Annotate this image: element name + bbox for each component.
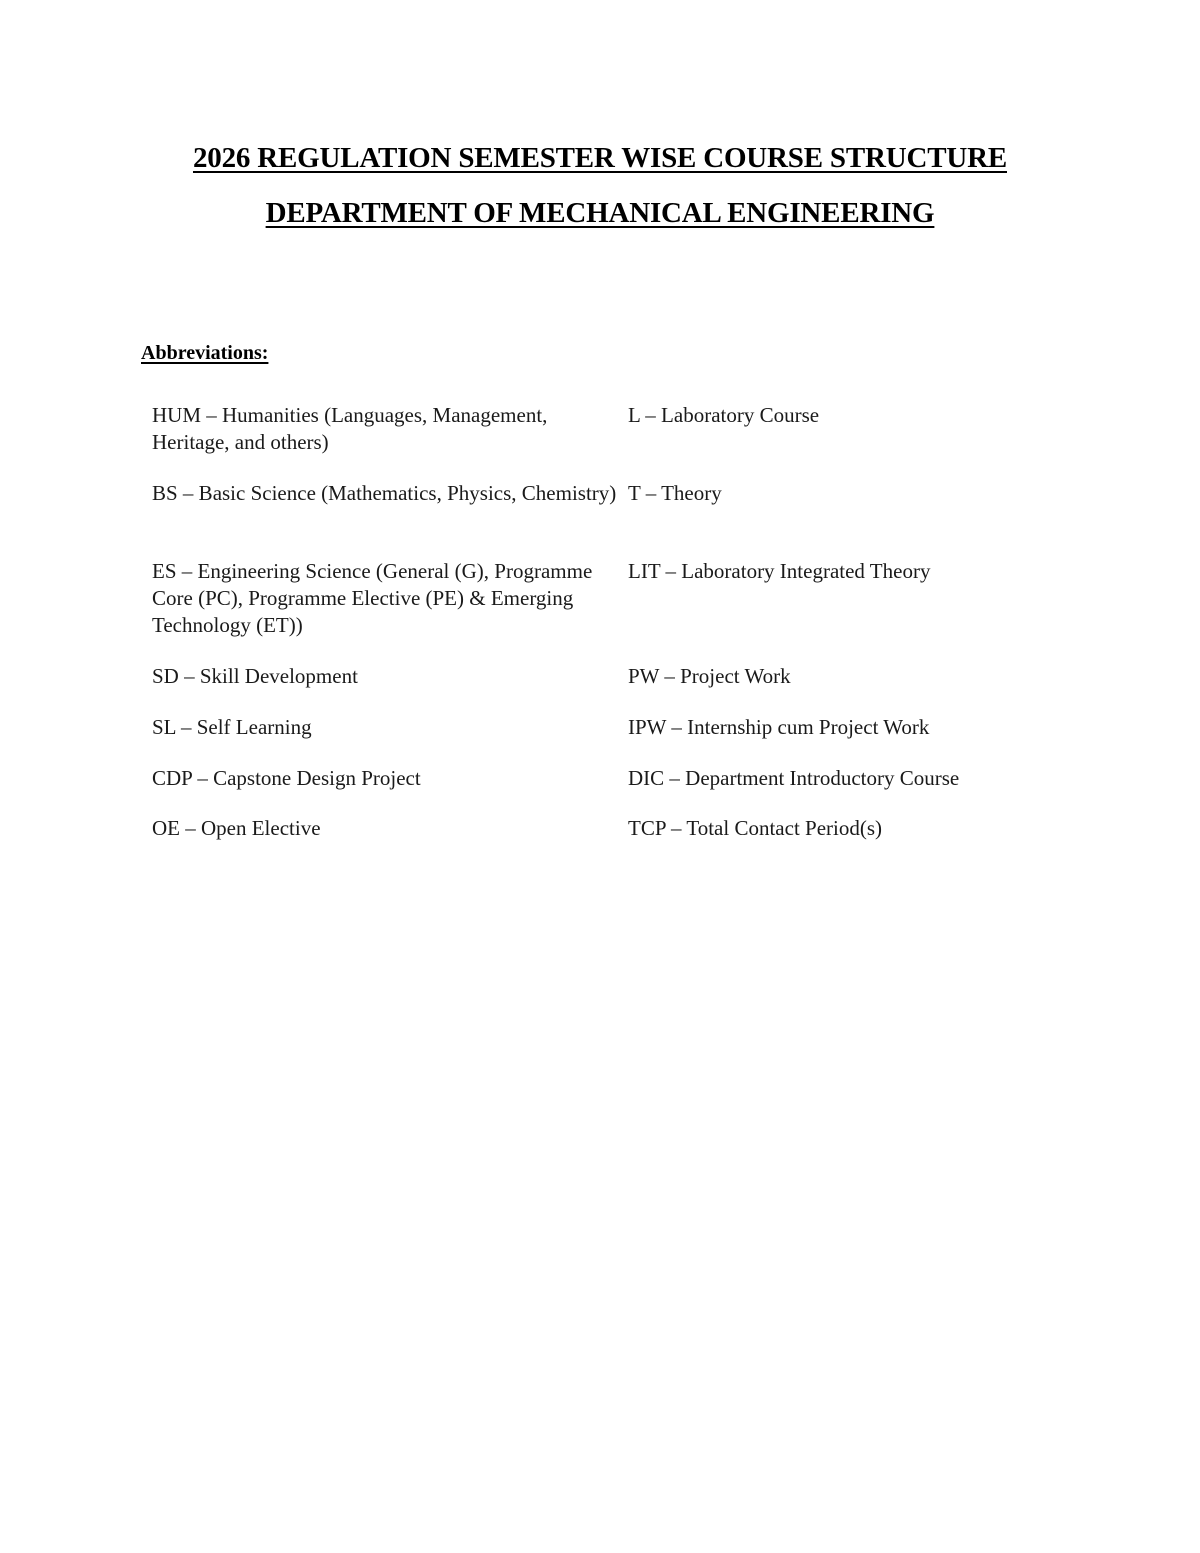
abbreviation-hum: HUM – Humanities (Languages, Management, Heritage, and others)	[152, 403, 548, 454]
department-title: DEPARTMENT OF MECHANICAL ENGINEERING	[265, 197, 935, 229]
abbreviation-sl: SL – Self Learning	[152, 715, 312, 739]
abbreviation-dic: DIC – Department Introductory Course	[628, 766, 960, 790]
abbreviation-sd: SD – Skill Development	[152, 664, 358, 688]
abbreviation-es: ES – Engineering Science (General (G), Programme Core (PC), Programme Elective (PE) & Emerging Technology (ET))	[152, 559, 593, 637]
abbreviations-heading: Abbreviations:	[141, 342, 269, 364]
abbreviation-tcp: TCP – Total Contact Period(s)	[628, 816, 883, 840]
abbreviation-row	[152, 480, 1032, 558]
abbreviation-row	[152, 558, 1032, 663]
abbreviation-t: T – Theory	[628, 481, 722, 505]
abbreviation-row	[152, 714, 1032, 765]
document-title: 2026 REGULATION SEMESTER WISE COURSE STRUCTURE	[192, 142, 1007, 174]
abbreviation-cdp: CDP – Capstone Design Project	[152, 766, 421, 790]
abbreviations-table	[152, 402, 1032, 845]
abbreviation-row	[152, 402, 1032, 480]
abbreviation-l: L – Laboratory Course	[628, 403, 820, 427]
abbreviation-bs: BS – Basic Science (Mathematics, Physics, Chemistry)	[152, 481, 617, 505]
abbreviation-oe: OE – Open Elective	[152, 816, 321, 840]
abbreviation-pw: PW – Project Work	[628, 664, 791, 688]
abbreviation-row	[152, 815, 1032, 845]
abbreviation-lit: LIT – Laboratory Integrated Theory	[628, 559, 931, 583]
abbreviation-row	[152, 663, 1032, 714]
abbreviation-row	[152, 765, 1032, 815]
abbreviation-ipw: IPW – Internship cum Project Work	[628, 715, 930, 739]
